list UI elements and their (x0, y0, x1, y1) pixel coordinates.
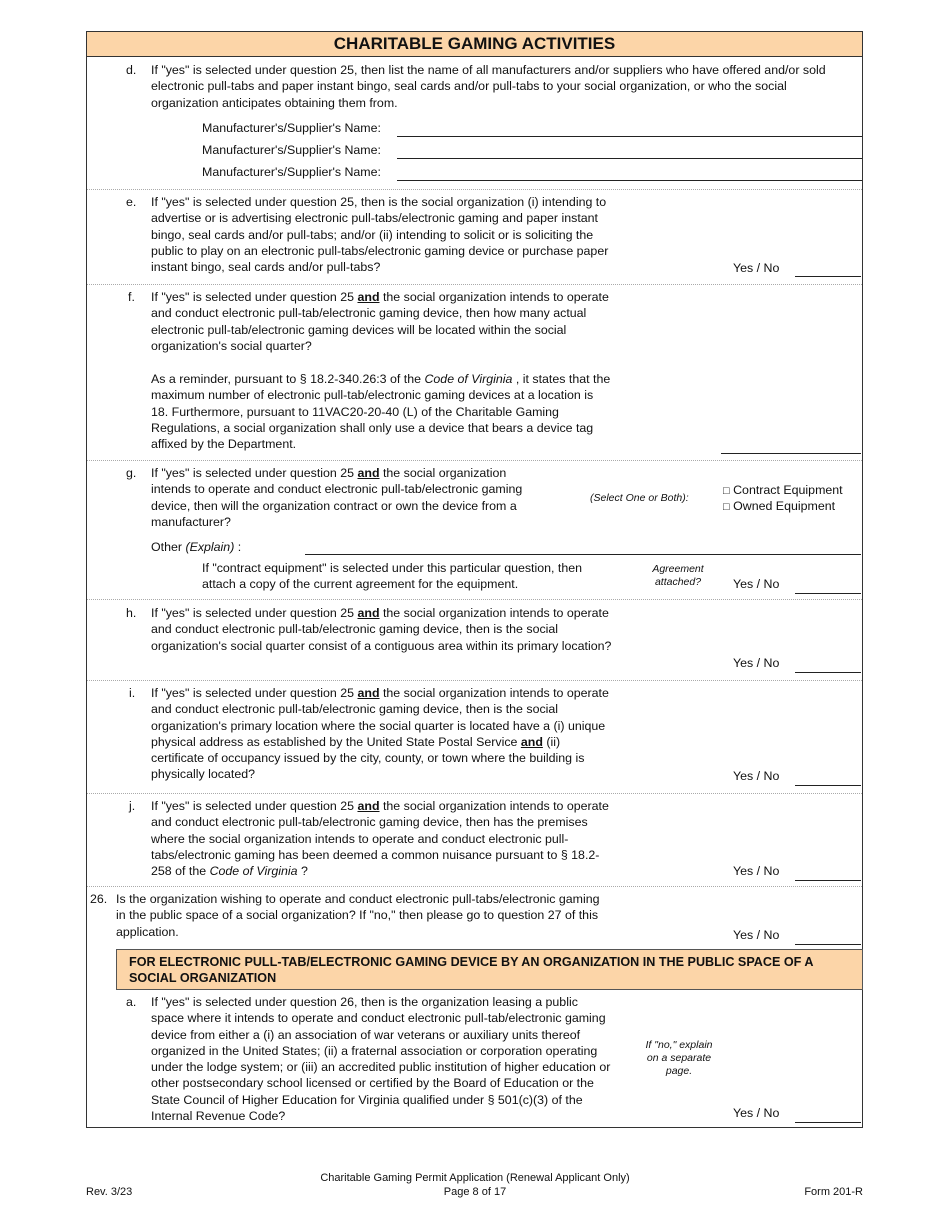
manufacturer-label: Manufacturer's/Supplier's Name: (202, 121, 381, 135)
question-letter: h. (126, 606, 137, 620)
yes-no-label: Yes / No (733, 864, 780, 878)
manufacturer-line (397, 136, 862, 137)
row-separator (87, 793, 862, 794)
manufacturer-input-3[interactable] (400, 164, 860, 180)
checkbox-icon[interactable]: □ (723, 485, 730, 497)
other-line (305, 554, 861, 555)
answer-line (795, 593, 861, 594)
row-separator (87, 284, 862, 285)
manufacturer-label: Manufacturer's/Supplier's Name: (202, 165, 381, 179)
explain-separate-page-note: If "no," explain on a separate page. (645, 1039, 713, 1077)
question-h-text: If "yes" is selected under question 25 and the social organization intends to operate and conduct electronic pull-tab/electronic gaming device, then is the social organization's social quarter consist of a contiguous area within its primary location? (151, 606, 612, 653)
answer-field-e[interactable] (795, 258, 861, 275)
agreement-attached-note: Agreement attached? (652, 563, 704, 588)
answer-field-26a[interactable] (795, 1104, 861, 1121)
yes-no-label: Yes / No (733, 769, 780, 783)
yes-no-label: Yes / No (733, 1106, 780, 1120)
footer-revision: Rev. 3/23 (86, 1186, 133, 1198)
row-separator (87, 680, 862, 681)
question-g-text: If "yes" is selected under question 25 and the social organization intends to operate and conduct electronic pull-tab/electronic gaming device, then will the organization contract or own the device from a manufacturer? (151, 466, 523, 529)
option-owned-equipment[interactable]: □ Owned Equipment (723, 499, 836, 513)
answer-line (795, 276, 861, 277)
question-f-text: If "yes" is selected under question 25 and the social organization intends to operate and conduct electronic pull-tab/electronic gaming device, then how many actual electronic pull-tab/electronic gaming devices will be located within the social organization's social quarter? (151, 290, 609, 353)
question-d-text: If "yes" is selected under question 25, then list the name of all manufacturers and/or suppliers who have offered and/or sold electronic pull-tabs and paper instant bingo, seal cards and/or pull-tabs to your social organization, or who the social organization anticipates obtaining them from. (151, 63, 826, 110)
question-letter: j. (129, 799, 136, 813)
section-header: CHARITABLE GAMING ACTIVITIES (86, 31, 863, 57)
yes-no-label: Yes / No (733, 656, 780, 670)
question-letter: e. (126, 195, 137, 209)
subsection-header: FOR ELECTRONIC PULL-TAB/ELECTRONIC GAMING DEVICE BY AN ORGANIZATION IN THE PUBLIC SPACE OF A SOCIAL ORGANIZATION (116, 949, 863, 990)
answer-line (795, 785, 861, 786)
question-i-text: If "yes" is selected under question 25 and the social organization intends to operate and conduct electronic pull-tab/electronic gaming device, then is the social organization's primary location where the social quarter is located have a (i) unique physical address as established by the United State Postal Service and (ii) certificate of occupancy issued by the city, county, or town where the building is physically located? (151, 686, 609, 782)
answer-line (795, 1122, 861, 1123)
answer-field-j[interactable] (795, 862, 861, 879)
row-separator (87, 886, 862, 887)
question-f-reminder: As a reminder, pursuant to § 18.2-340.26:3 of the Code of Virginia , it states that the maximum number of electronic pull-tab/electronic gaming devices at a location is 18. Furthermore, pursuant to 11VAC20-20-40 (L) of the Charitable Gaming Regulations, a social organization shall only use a device that bears a device tag affixed by the Department. (151, 372, 611, 452)
select-note: (Select One or Both): (590, 492, 689, 504)
question-26-text: Is the organization wishing to operate and conduct electronic pull-tabs/electronic gaming in the public space of a social organization? If "no," then please go to question 27 of this application. (116, 892, 600, 939)
row-separator (87, 460, 862, 461)
question-letter: a. (126, 995, 137, 1009)
row-separator (87, 599, 862, 600)
other-label: Other (Explain) : (151, 540, 242, 554)
question-j-text: If "yes" is selected under question 25 and the social organization intends to operate and conduct electronic pull-tab/electronic gaming device, then has the premises where the social organization intends to operate and conduct electronic pull- tabs/electronic gaming has been deemed a common nuisance pursuant to § 18.2- 258 of the Code of Virginia ? (151, 799, 609, 879)
yes-no-label: Yes / No (733, 577, 780, 591)
question-letter: i. (129, 686, 136, 700)
checkbox-icon[interactable]: □ (723, 501, 730, 513)
answer-field-g[interactable] (795, 575, 861, 592)
row-separator (87, 189, 862, 190)
manufacturer-input-1[interactable] (400, 120, 860, 136)
answer-line (795, 672, 861, 673)
manufacturer-input-2[interactable] (400, 142, 860, 158)
contract-equipment-note: If "contract equipment" is selected under this particular question, then attach a copy of the current agreement for the equipment. (202, 561, 583, 592)
question-letter: g. (126, 466, 137, 480)
footer-center: Charitable Gaming Permit Application (Renewal Applicant Only) Page 8 of 17 (320, 1172, 630, 1198)
answer-line (721, 453, 861, 454)
manufacturer-line (397, 180, 862, 181)
answer-field-i[interactable] (795, 767, 861, 784)
answer-field-h[interactable] (795, 654, 861, 671)
answer-field-f[interactable] (721, 435, 861, 452)
yes-no-label: Yes / No (733, 261, 780, 275)
manufacturer-line (397, 158, 862, 159)
answer-line (795, 944, 861, 945)
manufacturer-label: Manufacturer's/Supplier's Name: (202, 143, 381, 157)
answer-line (795, 880, 861, 881)
question-e-text: If "yes" is selected under question 25, then is the social organization (i) intending to advertise or is advertising electronic pull-tabs/electronic gaming and paper instant bingo, seal cards and/or pull-tabs; and/or (ii) intending to solicit or is soliciting the public to play on an electronic pull-tabs/electronic gaming device or purchase paper instant bingo, seal cards and/or pull-tabs? (151, 195, 609, 275)
other-explain-input[interactable] (305, 537, 861, 553)
question-26a-text: If "yes" is selected under question 26, then is the organization leasing a public space where it intends to operate and conduct electronic pull-tab/electronic gaming device from either a (i) an association of war veterans or auxiliary units thereof organized in the United States; (ii) a fraternal association or corporation operating under the lodge system; or (iii) an accredited public institution of higher education or other postsecondary school licensed or certified by the Board of Education or the State Council of Higher Education for Virginia qualified under § 501(c)(3) of the Internal Revenue Code? (151, 995, 611, 1124)
option-contract-equipment[interactable]: □ Contract Equipment (723, 483, 843, 497)
answer-field-26[interactable] (795, 926, 861, 943)
yes-no-label: Yes / No (733, 928, 780, 942)
footer-form-number: Form 201-R (804, 1186, 863, 1198)
question-letter: d. (126, 63, 137, 77)
question-letter: f. (128, 290, 135, 304)
question-number: 26. (90, 892, 108, 906)
